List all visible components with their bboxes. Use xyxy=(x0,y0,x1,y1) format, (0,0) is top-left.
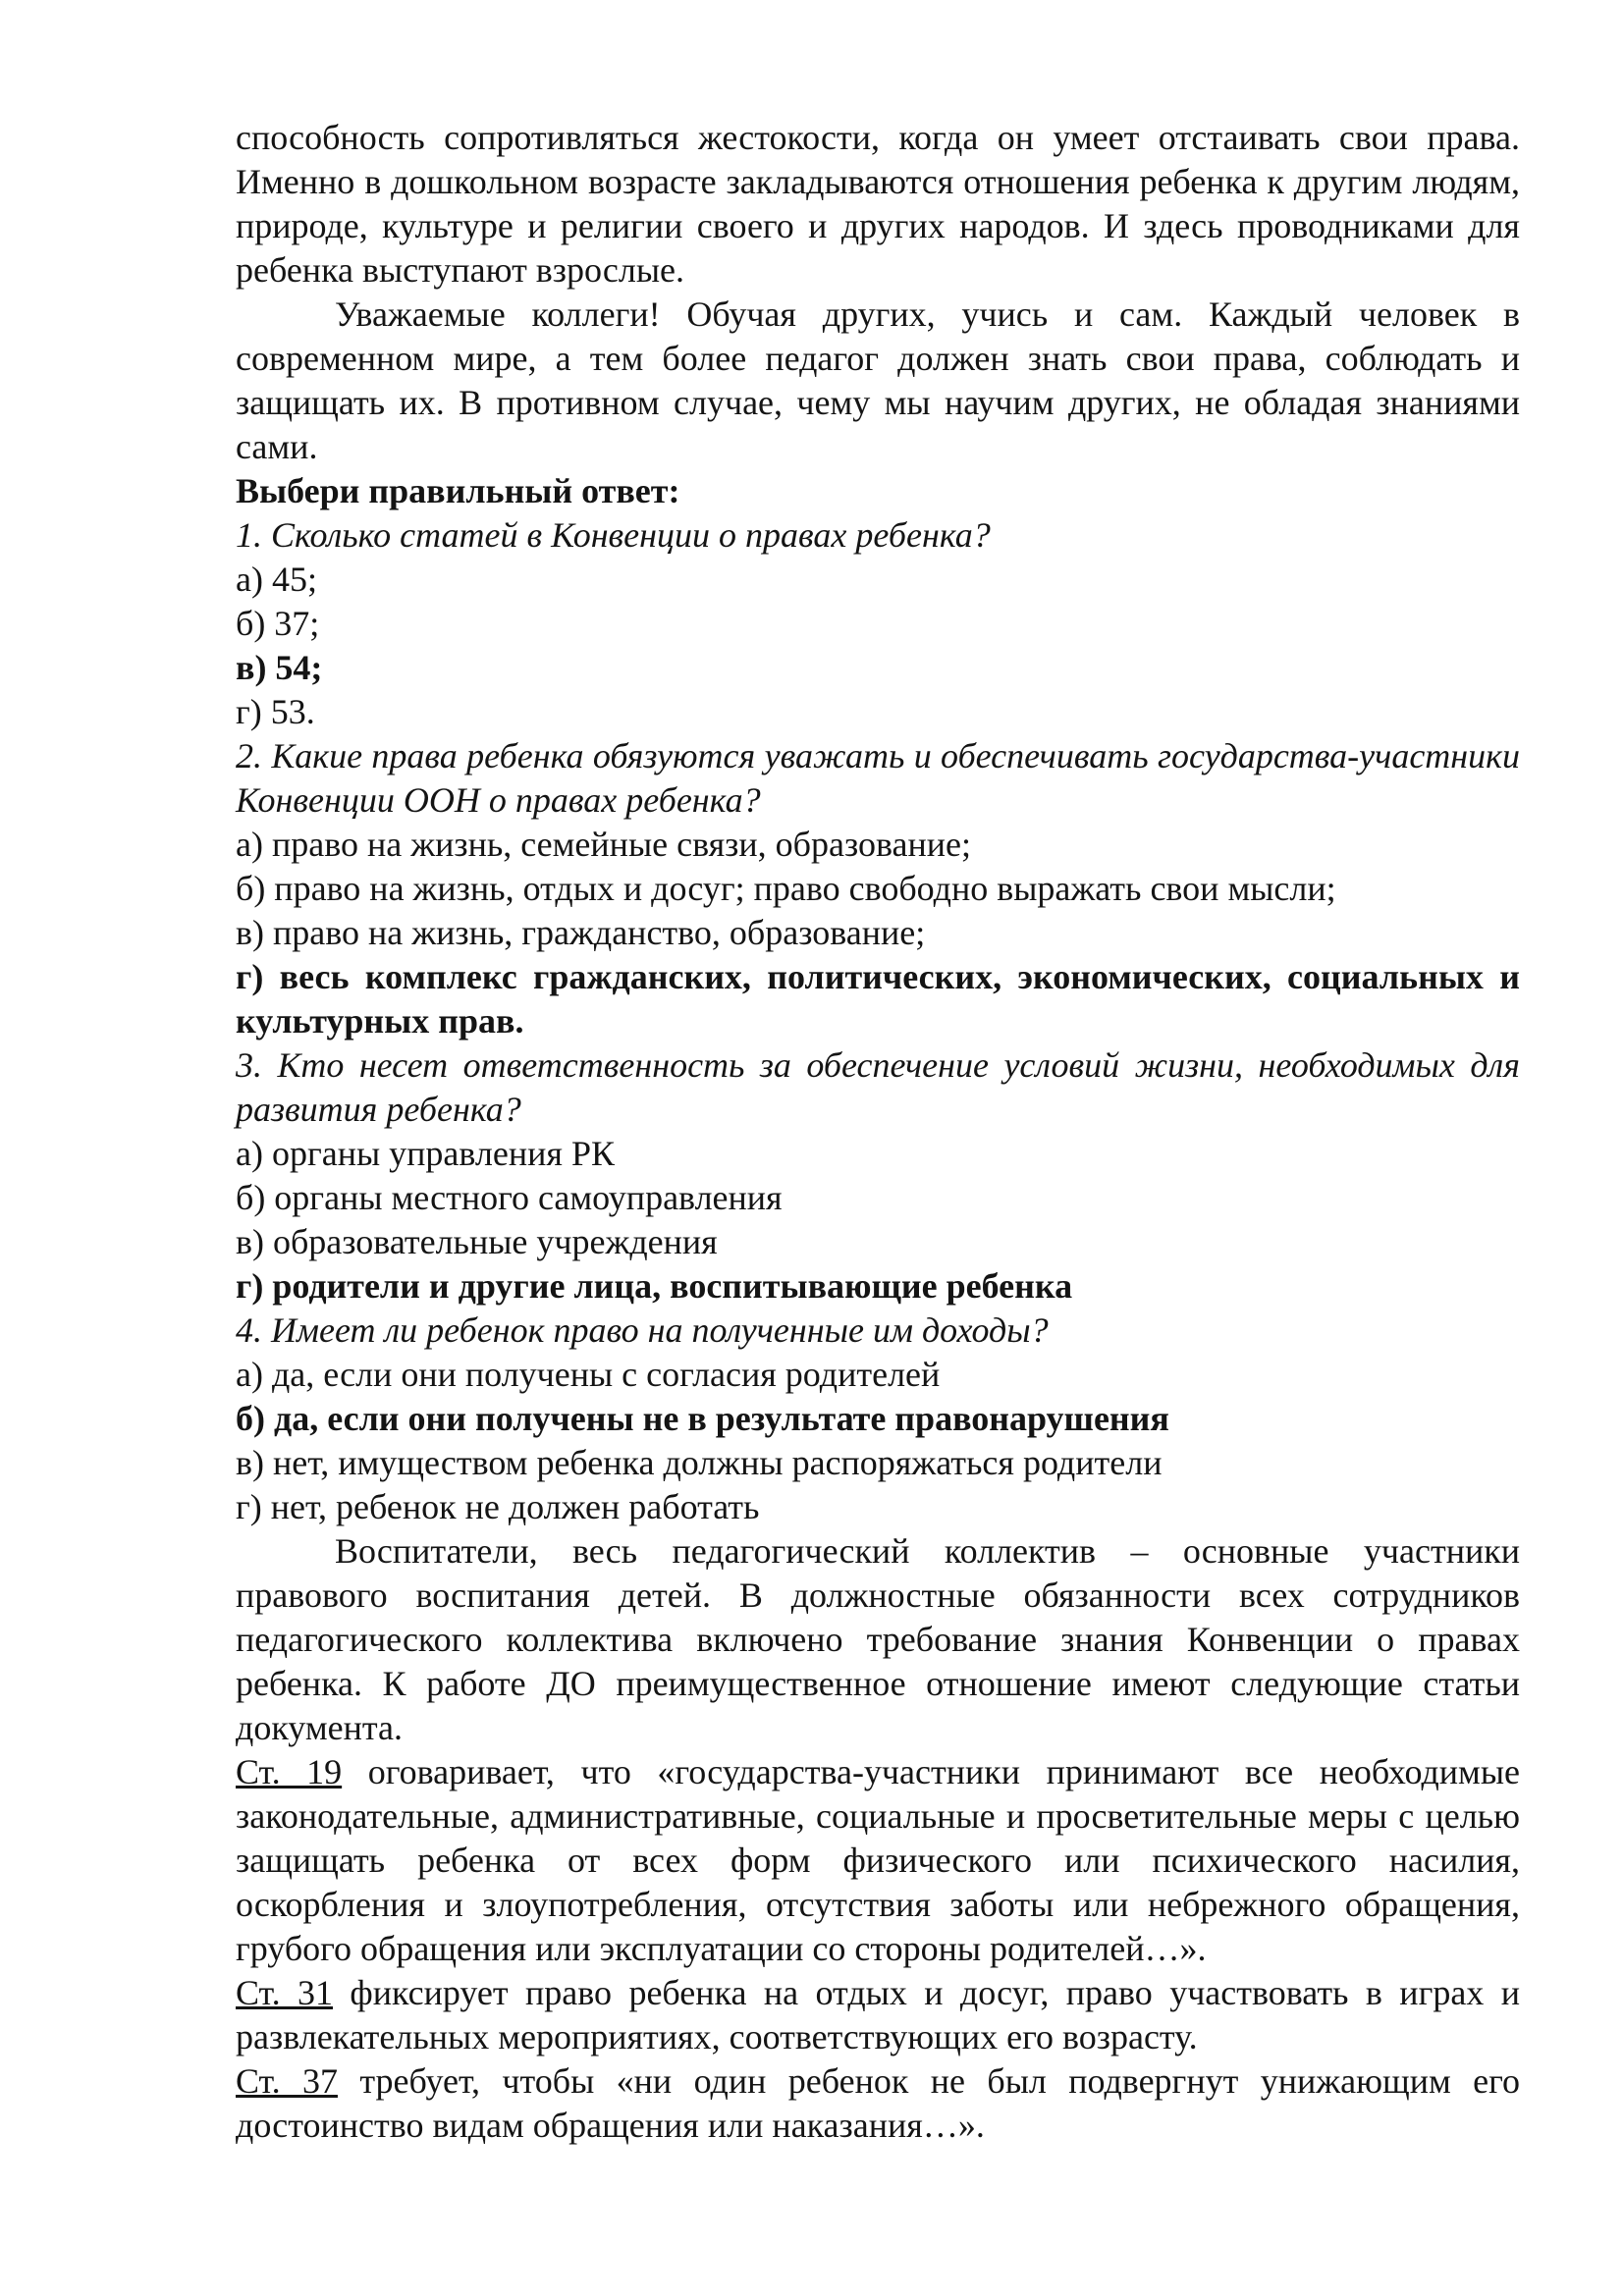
answer-option: а) право на жизнь, семейные связи, образование; xyxy=(236,825,971,864)
colleagues-paragraph: Уважаемые коллеги! Обучая других, учись и сам. Каждый человек в современном мире, а тем более педагог должен знать свои права, соблюдать и защищать их. В противном случае, чему мы научим других, не обладая знаниями сами. xyxy=(236,294,1520,466)
question-block xyxy=(236,734,1520,1043)
question-text: 3. Кто несет ответственность за обеспечение условий жизни, необходимых для развития ребенка? xyxy=(236,1045,1520,1129)
answer-option-correct: б) да, если они получены не в результате правонарушения xyxy=(236,1399,1169,1438)
article-paragraph xyxy=(236,1750,1520,1971)
answer-option: б) право на жизнь, отдых и досуг; право свободно выражать свои мысли; xyxy=(236,869,1336,908)
answer-option: а) органы управления РК xyxy=(236,1134,615,1173)
answer-option-correct: г) весь комплекс гражданских, политических, экономических, социальных и культурных прав. xyxy=(236,957,1520,1041)
question-block xyxy=(236,1308,1520,1529)
question-block xyxy=(236,1043,1520,1308)
document-page xyxy=(236,116,1520,2148)
answer-option: в) образовательные учреждения xyxy=(236,1222,718,1261)
article-ref: Ст. 19 xyxy=(236,1752,343,1791)
answer-option: а) 45; xyxy=(236,560,317,599)
answer-option: в) право на жизнь, гражданство, образование; xyxy=(236,913,926,952)
question-text: 2. Какие права ребенка обязуются уважать и обеспечивать государства-участники Конвенции ООН о правах ребенка? xyxy=(236,736,1520,820)
educators-paragraph: Воспитатели, весь педагогический коллектив – основные участники правового воспитания детей. В должностные обязанности всех сотрудников педагогического коллектива включено требование знания Конвенции о правах ребенка. К работе ДО преимущественное отношение имеют следующие статьи документа. xyxy=(236,1531,1520,1747)
article-paragraph xyxy=(236,2059,1520,2148)
article-paragraph xyxy=(236,1971,1520,2059)
article-text: оговаривает, что «государства-участники принимают все необходимые законодательные, административные, социальные и просветительные меры с целью защищать ребенка от всех форм физического или психического насилия, оскорбления и злоупотребления, отсутствия заботы или небрежного обращения, грубого обращения или эксплуатации со стороны родителей…». xyxy=(236,1752,1521,1968)
question-text: 4. Имеет ли ребенок право на полученные им доходы? xyxy=(236,1310,1049,1350)
answer-option-correct: г) родители и другие лица, воспитывающие ребенка xyxy=(236,1266,1073,1306)
article-text: фиксирует право ребенка на отдых и досуг, право участвовать в играх и развлекательных мероприятиях, соответствующих его возрасту. xyxy=(236,1973,1521,2056)
question-block xyxy=(236,513,1520,734)
quiz-heading: Выбери правильный ответ: xyxy=(236,471,680,510)
answer-option: г) нет, ребенок не должен работать xyxy=(236,1487,760,1526)
answer-option: б) органы местного самоуправления xyxy=(236,1178,783,1217)
answer-option: в) нет, имуществом ребенка должны распоряжаться родители xyxy=(236,1443,1163,1482)
article-ref: Ст. 31 xyxy=(236,1973,333,2012)
article-ref: Ст. 37 xyxy=(236,2061,338,2101)
answer-option: а) да, если они получены с согласия родителей xyxy=(236,1355,941,1394)
intro-paragraph: способность сопротивляться жестокости, когда он умеет отстаивать свои права. Именно в дошкольном возрасте закладываются отношения ребенка к другим людям, природе, культуре и религии своего и других народов. И здесь проводниками для ребенка выступают взрослые. xyxy=(236,118,1520,290)
article-text: требует, чтобы «ни один ребенок не был подвергнут унижающим его достоинство видам обращения или наказания…». xyxy=(236,2061,1521,2145)
answer-option: г) 53. xyxy=(236,692,315,731)
answer-option: б) 37; xyxy=(236,604,320,643)
answer-option-correct: в) 54; xyxy=(236,648,323,687)
question-text: 1. Сколько статей в Конвенции о правах ребенка? xyxy=(236,515,991,555)
